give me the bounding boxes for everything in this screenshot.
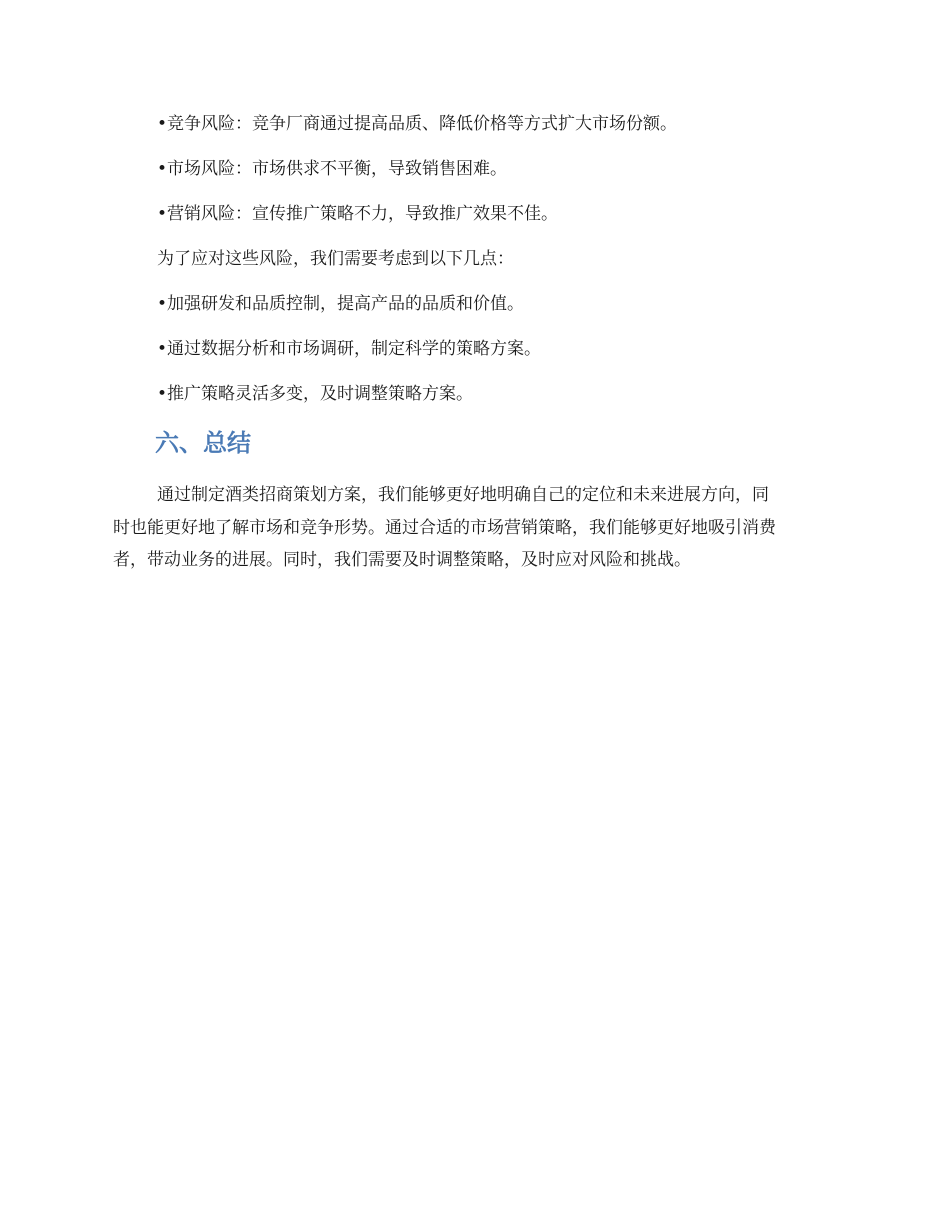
bullet-icon: • — [157, 294, 168, 314]
bullet-icon: • — [157, 339, 168, 359]
risk-item-marketing — [157, 202, 558, 226]
risk-item-text: 市场风险：市场供求不平衡，导致销售困难。 — [167, 159, 507, 179]
summary-line: 时也能更好地了解市场和竞争形势。通过合适的市场营销策略，我们能够更好地吸引消费 — [113, 518, 776, 538]
response-intro: 为了应对这些风险，我们需要考虑到以下几点： — [157, 249, 514, 269]
response-item-text: 通过数据分析和市场调研，制定科学的策略方案。 — [167, 339, 541, 359]
response-item-rnd — [157, 292, 524, 316]
bullet-icon: • — [157, 159, 168, 179]
response-item-flexible — [157, 382, 473, 406]
response-item-text: 加强研发和品质控制，提高产品的品质和价值。 — [167, 294, 524, 314]
risk-item-text: 营销风险：宣传推广策略不力，导致推广效果不佳。 — [167, 204, 558, 224]
response-item-data — [157, 337, 541, 361]
risk-item-text: 竞争风险：竞争厂商通过提高品质、降低价格等方式扩大市场份额。 — [167, 114, 677, 134]
risk-item-competition — [157, 112, 677, 136]
risk-item-market — [157, 157, 507, 181]
bullet-icon: • — [157, 384, 168, 404]
bullet-icon: • — [157, 114, 168, 134]
bullet-icon: • — [157, 204, 168, 224]
summary-line: 通过制定酒类招商策划方案，我们能够更好地明确自己的定位和未来进展方向，同 — [157, 485, 769, 505]
summary-line: 者，带动业务的进展。同时，我们需要及时调整策略，及时应对风险和挑战。 — [113, 550, 691, 570]
response-item-text: 推广策略灵活多变，及时调整策略方案。 — [167, 384, 473, 404]
section-heading-summary: 六、总结 — [155, 429, 251, 457]
